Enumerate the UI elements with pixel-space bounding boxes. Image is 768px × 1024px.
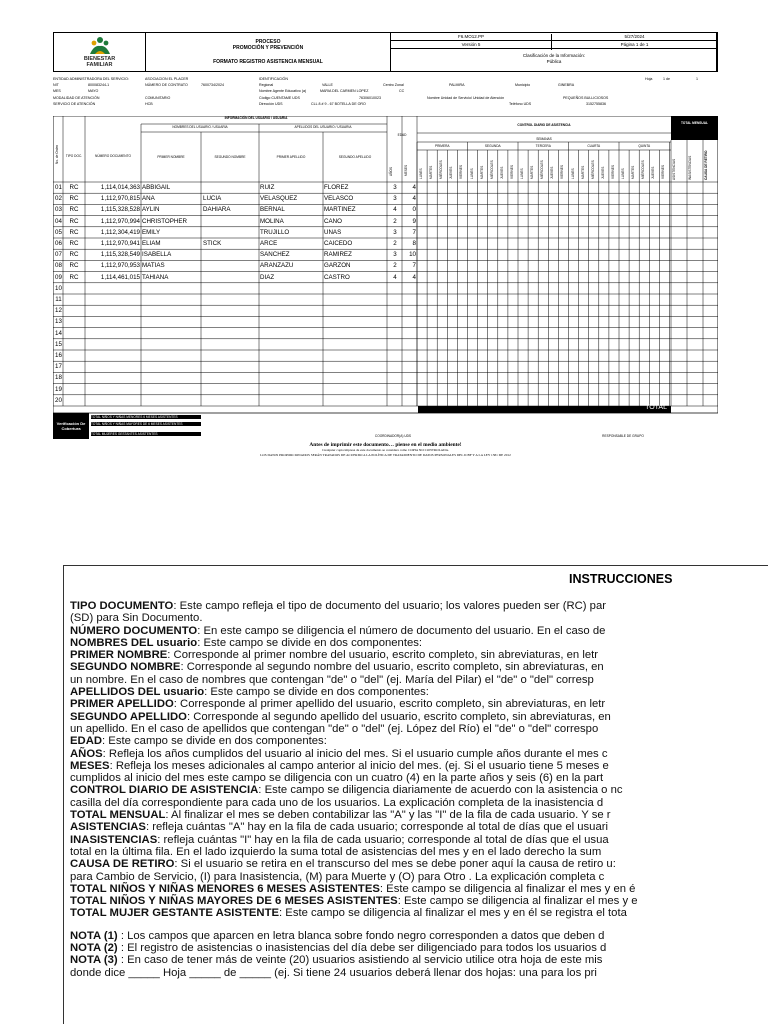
col-meses: MESES bbox=[404, 164, 408, 176]
instruction-line: MESES: Refleja los meses adicionales al campo anterior al inicio del mes. (ej. Si el usuario tiene 5 meses e bbox=[70, 759, 609, 772]
municipio-value: GINEBRA bbox=[558, 83, 575, 87]
print-footer bbox=[53, 442, 718, 458]
footer-copy-note: Cualquier copia impresa de este documento se considera como COPIA NO CONTROLADA. bbox=[322, 448, 449, 452]
row-number: 02 bbox=[55, 195, 62, 203]
instruction-term: NOTA (2) bbox=[70, 942, 118, 955]
row-number: 20 bbox=[55, 396, 62, 404]
proceso-value: PROMOCIÓN Y PREVENCIÓN bbox=[232, 45, 304, 51]
row-number: 05 bbox=[55, 228, 62, 236]
mes-value: MAYO bbox=[88, 89, 99, 93]
instruction-term: APELLIDOS DEL usuario bbox=[70, 686, 205, 699]
row-doc-type: RC bbox=[69, 240, 79, 247]
servicio-value: HCB bbox=[145, 102, 153, 106]
row-age-years: 2 bbox=[393, 240, 397, 247]
row-second-surname: GARZON bbox=[324, 262, 351, 270]
format-date: 5/27/2024 bbox=[551, 34, 717, 42]
row-first-surname: TRUJILLO bbox=[260, 228, 290, 236]
instruction-line: PRIMER NOMBRE: Corresponde al primer nombre del usuario, escrito completo, sin abreviaturas, en letr bbox=[70, 649, 599, 662]
row-number: 04 bbox=[55, 217, 62, 225]
day-label: VIERNES bbox=[661, 165, 666, 179]
day-label: MARTES bbox=[631, 165, 636, 179]
instruction-line: TIPO DOCUMENTO: Este campo refleja el tipo de documento del usuario; los valores pueden ser (RC) par bbox=[70, 600, 607, 612]
attendance-grid bbox=[53, 116, 718, 440]
row-age-months: 4 bbox=[412, 184, 416, 191]
verif-mayores: TOTAL NIÑOS Y NIÑAS MAYORES DE 6 MESES ASISTENTES bbox=[91, 422, 201, 426]
instruction-term: NOMBRES DEL usuario bbox=[70, 636, 198, 649]
row-number: 16 bbox=[55, 352, 62, 359]
row-doc-number: 1,112,970,994 bbox=[100, 217, 140, 225]
day-label: MIÉRCOLES bbox=[439, 160, 444, 179]
row-number: 17 bbox=[55, 363, 62, 371]
centro-label: Centro Zonal bbox=[383, 83, 404, 87]
semanas-header: SEMANAS bbox=[536, 137, 552, 141]
row-first-name: CHRISTOPHER bbox=[142, 217, 187, 225]
row-first-surname: SANCHEZ bbox=[260, 251, 290, 259]
instruction-line: CAUSA DE RETIRO: Si el usuario se retira en el transcurso del mes se debe poner aquí la causa de retiro u: bbox=[70, 858, 616, 871]
hoja-total: 1 bbox=[696, 77, 698, 81]
row-age-years: 2 bbox=[393, 262, 397, 270]
day-label: JUEVES bbox=[449, 166, 454, 179]
row-age-years: 4 bbox=[393, 273, 397, 281]
instruction-line: NOTA (3) : En caso de tener más de veinte (20) usuarios asistiendo al servicio utilice otra hoja de este mis bbox=[70, 954, 603, 967]
verif-gestantes: TOTAL MUJERES GESTANTES ASISTENTES bbox=[91, 432, 201, 436]
row-second-surname: FLOREZ bbox=[324, 184, 349, 191]
row-first-name: TAHIANA bbox=[142, 273, 169, 281]
proceso-label: PROCESO bbox=[255, 39, 281, 45]
verificacion-cobertura: Verificación De Cobertura bbox=[53, 413, 89, 439]
footer-env-note: Antes de imprimir este documento… piense en el medio ambiente! bbox=[309, 442, 462, 448]
row-age-years: 3 bbox=[393, 228, 397, 236]
instruction-line: AÑOS: Refleja los años cumplidos del usuario al inicio del mes. Si el usuario cumple años durante el mes c bbox=[70, 747, 608, 760]
day-label: VIERNES bbox=[459, 165, 464, 179]
instruction-line: SEGUNDO APELLIDO: Corresponde al segundo apellido del usuario, escrito completo, sin abreviaturas, en bbox=[70, 710, 611, 723]
verif-menores: TOTAL NIÑOS Y NIÑAS MENORES 6 MESES ASISTENTES bbox=[91, 415, 201, 419]
day-label: LUNES bbox=[419, 168, 423, 179]
header-title-block bbox=[146, 33, 391, 71]
col-tipo: TIPO DOC. bbox=[65, 154, 83, 158]
instruction-term: ASISTENCIAS bbox=[70, 821, 146, 834]
municipio-label: Municipio bbox=[515, 83, 531, 87]
instructions-title: INSTRUCCIONES bbox=[569, 572, 673, 586]
instruction-line: TOTAL NIÑOS Y NIÑAS MENORES 6 MESES ASISTENTES: Este campo se diligencia al finalizar el mes y en é bbox=[70, 882, 636, 895]
week-label: QUINTA bbox=[638, 144, 651, 148]
codigo-label: Código CUENTAME UDS bbox=[259, 96, 300, 100]
row-age-months: 4 bbox=[412, 195, 416, 203]
col-no-orden: No. de Orden bbox=[55, 144, 59, 164]
day-label: LUNES bbox=[621, 168, 625, 179]
row-second-name: STICK bbox=[203, 240, 222, 247]
row-second-surname: MARTINEZ bbox=[324, 206, 356, 214]
row-doc-number: 1,112,970,941 bbox=[100, 240, 140, 247]
instruction-term: CONTROL DIARIO DE ASISTENCIA bbox=[70, 784, 259, 797]
instruction-line: APELLIDOS DEL usuario: Este campo se divide en dos componentes: bbox=[70, 686, 429, 699]
day-label: VIERNES bbox=[610, 165, 615, 179]
row-doc-type: RC bbox=[69, 251, 79, 259]
identificacion-label: IDENTIFICACIÓN bbox=[259, 77, 288, 81]
row-doc-type: RC bbox=[69, 228, 79, 236]
row-age-months: 0 bbox=[412, 206, 416, 214]
classification-label: Clasificación de la Información: bbox=[522, 53, 586, 58]
apellidos-header: APELLIDOS DEL USUARIO / USUARIA bbox=[294, 125, 352, 129]
day-label: VIERNES bbox=[560, 165, 565, 179]
row-first-name: ISABELLA bbox=[142, 251, 172, 259]
instructions-panel bbox=[63, 565, 768, 1024]
row-first-name: MATIAS bbox=[142, 262, 165, 270]
day-label: MIÉRCOLES bbox=[590, 160, 595, 179]
row-first-surname: ARCE bbox=[260, 240, 278, 247]
row-age-months: 7 bbox=[412, 262, 416, 270]
format-code: F6.MO12.PP bbox=[457, 34, 484, 39]
col-anos: AÑOS bbox=[389, 166, 393, 176]
row-number: 08 bbox=[55, 262, 62, 270]
row-number: 06 bbox=[55, 240, 62, 247]
regional-value: VALLE bbox=[322, 83, 333, 87]
classification-value: Pública bbox=[546, 59, 562, 64]
row-doc-type: RC bbox=[69, 217, 79, 225]
instruction-term: EDAD bbox=[70, 735, 103, 748]
row-second-surname: RAMIREZ bbox=[324, 251, 352, 259]
instruction-line: NOTA (2) : El registro de asistencias o inasistencias del día debe ser diligenciado para todos los usuarios d bbox=[70, 942, 607, 955]
format-version: Versión 5 bbox=[461, 42, 481, 47]
day-label: VIERNES bbox=[509, 165, 514, 179]
centro-value: PALMIRA bbox=[449, 83, 465, 87]
instruction-term: NOTA (3) bbox=[70, 954, 118, 967]
instruction-line: ASISTENCIAS: refleja cuántas "A" hay en la fila de cada usuario; corresponde al total de días que el usuari bbox=[70, 821, 609, 834]
row-age-months: 10 bbox=[409, 251, 416, 259]
col-segundo-apellido: SEGUNDO APELLIDO bbox=[338, 155, 372, 159]
telefono-value: 3152755836 bbox=[586, 102, 606, 106]
instruction-term: MESES bbox=[70, 759, 110, 772]
row-number: 10 bbox=[55, 284, 62, 292]
row-doc-type: RC bbox=[69, 206, 79, 214]
row-doc-number: 1,112,304,419 bbox=[100, 228, 140, 236]
instruction-line: CONTROL DIARIO DE ASISTENCIA: Este campo se diligencia diariamente de acuerdo con la asistencia o nc bbox=[70, 784, 623, 797]
instruction-line: un nombre. En el caso de nombres que contengan "de" o "del" (ej. María del Pilar) el "de" o "del" corresp bbox=[70, 673, 594, 686]
row-doc-number: 1,112,970,815 bbox=[100, 195, 140, 203]
row-number: 14 bbox=[55, 329, 62, 337]
day-label: JUEVES bbox=[600, 166, 605, 179]
instruction-line: un apellido. En el caso de apellidos que contengan "de" o "del" (ej. López del Río) el "de" o "del" correspo bbox=[70, 722, 599, 735]
row-number: 18 bbox=[55, 374, 62, 382]
day-label: LUNES bbox=[520, 168, 524, 179]
instruction-term: CAUSA DE RETIRO bbox=[70, 858, 175, 871]
edad-header: EDAD bbox=[397, 133, 407, 137]
day-label: MIÉRCOLES bbox=[540, 160, 545, 179]
week-label: CUARTA bbox=[587, 144, 601, 148]
row-doc-type: RC bbox=[69, 273, 79, 281]
row-doc-number: 1,114,461,015 bbox=[100, 273, 140, 281]
hoja-de: 1 de bbox=[663, 77, 670, 81]
col-num: NÚMERO DOCUMENTO bbox=[95, 154, 131, 158]
col-inasistencias: INASISTENCIAS bbox=[688, 155, 692, 180]
instruction-line: EDAD: Este campo se divide en dos componentes: bbox=[70, 735, 327, 748]
contrato-value: 7600734/2024 bbox=[201, 83, 224, 87]
row-age-months: 4 bbox=[412, 273, 416, 281]
row-age-months: 7 bbox=[412, 228, 416, 236]
day-label: LUNES bbox=[469, 168, 474, 179]
row-age-years: 3 bbox=[393, 251, 397, 259]
format-title: FORMATO REGISTRO ASISTENCIA MENSUAL bbox=[213, 59, 323, 65]
row-doc-type: RC bbox=[69, 184, 79, 191]
row-number: 01 bbox=[55, 184, 62, 191]
row-number: 07 bbox=[55, 251, 62, 259]
instruction-term: PRIMER NOMBRE bbox=[70, 649, 168, 662]
row-first-surname: BERNAL bbox=[260, 206, 285, 214]
instruction-line: donde dice _____ Hoja _____ de _____ (ej. Si tiene 24 usuarios deberá llenar dos hojas: una para los pri bbox=[70, 966, 597, 979]
unidad-value: PEQUEÑOS BULLICIOSOS bbox=[563, 96, 609, 100]
instruction-line: INASISTENCIAS: refleja cuántas "I" hay en la fila de cada usuario; corresponde al total de días que el usua bbox=[70, 833, 609, 846]
nit-label: NIT bbox=[53, 83, 59, 87]
day-label: MARTES bbox=[530, 165, 535, 179]
row-number: 12 bbox=[55, 307, 62, 315]
col-segundo-nombre: SEGUNDO NOMBRE bbox=[214, 155, 246, 159]
day-label: MARTES bbox=[429, 165, 434, 179]
instruction-term: NÚMERO DOCUMENTO bbox=[70, 624, 198, 637]
agente-value: MARIA DEL CARMEN LOPEZ bbox=[320, 89, 369, 93]
total-label: TOTAL bbox=[645, 404, 667, 411]
day-label: LUNES bbox=[570, 168, 575, 179]
instructions-spacer bbox=[70, 920, 768, 930]
footer-data-note: LOS DATOS PROPORCIONADOS SERÁN TRATADOS DE ACUERDO A LA POLÍTICA DE TRATAMIENTO DE DATOS PERSONALES DEL ICBF Y A LA LEY 1581 DE 2012 bbox=[260, 453, 511, 457]
day-label: MARTES bbox=[580, 165, 585, 179]
modalidad-value: COMUNITARIO bbox=[145, 96, 171, 100]
col-primer-nombre: PRIMER NOMBRE bbox=[157, 155, 185, 159]
icbf-logo bbox=[54, 33, 146, 71]
instruction-line: PRIMER APELLIDO: Corresponde al primer apellido del usuario, escrito completo, sin abreviaturas, en letr bbox=[70, 698, 606, 711]
mes-label: MES bbox=[53, 89, 61, 93]
row-first-surname: MOLINA bbox=[260, 217, 284, 225]
row-second-surname: VELASCO bbox=[324, 195, 354, 203]
instruction-line: SEGUNDO NOMBRE: Corresponde al segundo nombre del usuario, escrito completo, sin abreviaturas, en bbox=[70, 661, 604, 674]
row-number: 03 bbox=[55, 206, 62, 214]
telefono-label: Teléfono UDS bbox=[509, 102, 532, 106]
modalidad-label: MODALIDAD DE ATENCIÓN bbox=[53, 96, 100, 100]
instruction-term: PRIMER APELLIDO bbox=[70, 698, 174, 711]
instruction-line: NOMBRES DEL usuario: Este campo se divide en dos componentes: bbox=[70, 636, 423, 649]
day-label: JUEVES bbox=[651, 166, 656, 179]
row-age-months: 8 bbox=[412, 240, 416, 247]
nit-value: 800083244-1 bbox=[88, 83, 110, 87]
day-label: JUEVES bbox=[499, 166, 504, 179]
instruction-term: SEGUNDO APELLIDO bbox=[70, 710, 187, 723]
row-age-years: 4 bbox=[393, 206, 397, 214]
row-doc-number: 1,114,014,363 bbox=[100, 184, 140, 191]
row-doc-number: 1,115,328,528 bbox=[100, 206, 140, 214]
control-header: CONTROL DIARIO DE ASISTENCIA bbox=[517, 123, 571, 127]
form-header bbox=[53, 32, 718, 72]
direccion-label: Dirección UDS bbox=[259, 102, 283, 106]
instruction-term: INASISTENCIAS bbox=[70, 833, 158, 846]
total-bar bbox=[418, 406, 671, 413]
direccion-value: CLL 8 # 9 - 67 BOTELLA DE ORO bbox=[311, 102, 366, 106]
col-primer-apellido: PRIMER APELLIDO bbox=[276, 155, 306, 159]
row-doc-number: 1,115,328,549 bbox=[100, 251, 140, 259]
row-first-name: ANA bbox=[142, 195, 155, 203]
entidad-label: ENTIDAD ADMINISTRADORA DEL SERVICIO: bbox=[53, 77, 129, 81]
instruction-line: total en la última fila. En el lado izquierdo la suma total de asistencias del mes y en el lado derecho la sum bbox=[70, 845, 602, 858]
row-age-years: 2 bbox=[393, 217, 397, 225]
row-first-surname: ARANZAZU bbox=[260, 262, 294, 270]
instruction-line: cumplidos al inicio del mes este campo se diligencia con un cuatro (4) en la parte años y seis (6) en la part bbox=[70, 772, 604, 785]
instruction-line: para Cambio de Servicio, (I) para Inasistencia, (M) para Muerte y (O) para Otro . La explicación completa c bbox=[70, 870, 605, 883]
instruction-term: TOTAL NIÑOS Y NIÑAS MENORES 6 MESES ASISTENTES bbox=[70, 882, 380, 895]
instructions-lines bbox=[70, 600, 768, 979]
instruction-term: AÑOS bbox=[70, 747, 103, 760]
row-age-years: 3 bbox=[393, 184, 397, 191]
row-number: 11 bbox=[55, 296, 62, 303]
row-first-name: ELIAM bbox=[142, 240, 161, 247]
instruction-term: TOTAL MENSUAL bbox=[70, 809, 166, 822]
week-label: TERCERA bbox=[535, 144, 551, 148]
family-logo-icon bbox=[87, 36, 113, 56]
coordinador-label: COORDINADOR(A) UDS bbox=[374, 434, 412, 438]
format-page: Página 1 de 1 bbox=[551, 42, 717, 50]
row-age-years: 3 bbox=[393, 195, 397, 203]
responsable-label: RESPONSABLE DE GRUPO bbox=[602, 434, 644, 438]
total-mensual-header: TOTAL MENSUAL bbox=[671, 116, 718, 140]
week-label: PRIMERA bbox=[434, 144, 450, 148]
row-first-surname: DIAZ bbox=[260, 273, 275, 281]
header-info-block bbox=[391, 33, 717, 71]
instruction-line: NÚMERO DOCUMENTO: En este campo se diligencia el número de documento del usuario. En el caso de bbox=[70, 624, 606, 637]
row-doc-number: 1,112,970,953 bbox=[100, 262, 140, 270]
cc-label: CC bbox=[399, 89, 405, 93]
row-first-name: ABBIGAIL bbox=[142, 184, 171, 191]
nombres-header: NOMBRES DEL USUARIO / USUARIA bbox=[172, 125, 228, 129]
instruction-term: TOTAL MUJER GESTANTE ASISTENTE bbox=[70, 907, 280, 920]
row-number: 09 bbox=[55, 273, 62, 281]
day-label: MIÉRCOLES bbox=[489, 160, 494, 179]
day-label: MIÉRCOLES bbox=[641, 160, 646, 179]
logo-text-1: BIENESTAR bbox=[83, 56, 116, 62]
servicio-label: SERVICIO DE ATENCIÓN bbox=[53, 102, 96, 106]
attendance-form bbox=[53, 32, 718, 457]
instruction-line: NOTA (1) : Los campos que aparcen en letra blanca sobre fondo negro corresponden a datos que deben d bbox=[70, 929, 605, 942]
instruction-line: TOTAL MENSUAL: Al finalizar el mes se deben contabilizar las "A" y las "I" de la fila de cada usuario. Y se r bbox=[70, 809, 611, 822]
row-second-name: DAHIARA bbox=[203, 206, 231, 214]
row-second-name: LUCIA bbox=[203, 195, 222, 203]
row-doc-type: RC bbox=[69, 195, 79, 203]
entidad-value: ASOCIACION EL PLACER bbox=[145, 77, 189, 81]
row-age-months: 9 bbox=[412, 217, 416, 225]
day-label: JUEVES bbox=[550, 166, 555, 179]
unidad-label: Nombre Unidad de Servicio/ Unidad de Atención bbox=[427, 96, 505, 100]
row-doc-type: RC bbox=[69, 262, 79, 270]
hoja-label: Hoja bbox=[645, 77, 653, 81]
row-second-surname: UNAS bbox=[324, 228, 342, 236]
codigo-value: 76306010023 bbox=[359, 96, 381, 100]
week-label: SEGUNDA bbox=[484, 144, 501, 148]
instruction-line: TOTAL NIÑOS Y NIÑAS MAYORES DE 6 MESES ASISTENTES: Este campo se diligencia al finalizar el mes y e bbox=[70, 895, 638, 908]
form-metadata bbox=[53, 76, 718, 116]
section-title: INFORMACIÓN DEL USUARIO / USUARIA bbox=[224, 116, 288, 120]
row-first-surname: RUIZ bbox=[260, 184, 275, 191]
day-label: MARTES bbox=[479, 165, 484, 179]
instruction-term: NOTA (1) bbox=[70, 929, 118, 942]
instruction-line: (SD) para Sin Documento. bbox=[70, 612, 203, 625]
logo-text-2: FAMILIAR bbox=[86, 62, 113, 68]
row-first-name: AYLIN bbox=[142, 206, 160, 214]
instruction-term: TIPO DOCUMENTO bbox=[70, 600, 174, 612]
col-asistencias: ASISTENCIAS bbox=[672, 158, 676, 180]
instruction-term: TOTAL NIÑOS Y NIÑAS MAYORES DE 6 MESES ASISTENTES bbox=[70, 895, 398, 908]
agente-label: Nombre Agente Educativo (a) bbox=[259, 89, 307, 93]
row-number: 15 bbox=[55, 340, 62, 348]
regional-label: Regional bbox=[259, 83, 274, 87]
contrato-label: NÚMERO DE CONTRATO bbox=[145, 83, 188, 87]
instruction-line: TOTAL MUJER GESTANTE ASISTENTE: Este campo se diligencia al finalizar el mes y en él se registra el tota bbox=[70, 907, 627, 920]
row-first-name: EMILY bbox=[142, 228, 161, 236]
row-first-surname: VELASQUEZ bbox=[260, 195, 298, 203]
row-second-surname: CAICEDO bbox=[324, 240, 353, 247]
instruction-term: SEGUNDO NOMBRE bbox=[70, 661, 181, 674]
col-causa-retiro: CAUSA DE RETIRO bbox=[704, 150, 708, 180]
instruction-line: casilla del día correspondiente para cada uno de los usuarios. La explicación completa de la inasistencia d bbox=[70, 796, 604, 809]
row-second-surname: CANO bbox=[324, 217, 342, 225]
row-number: 19 bbox=[55, 385, 62, 393]
row-second-surname: CASTRO bbox=[324, 273, 350, 281]
row-number: 13 bbox=[55, 318, 62, 326]
